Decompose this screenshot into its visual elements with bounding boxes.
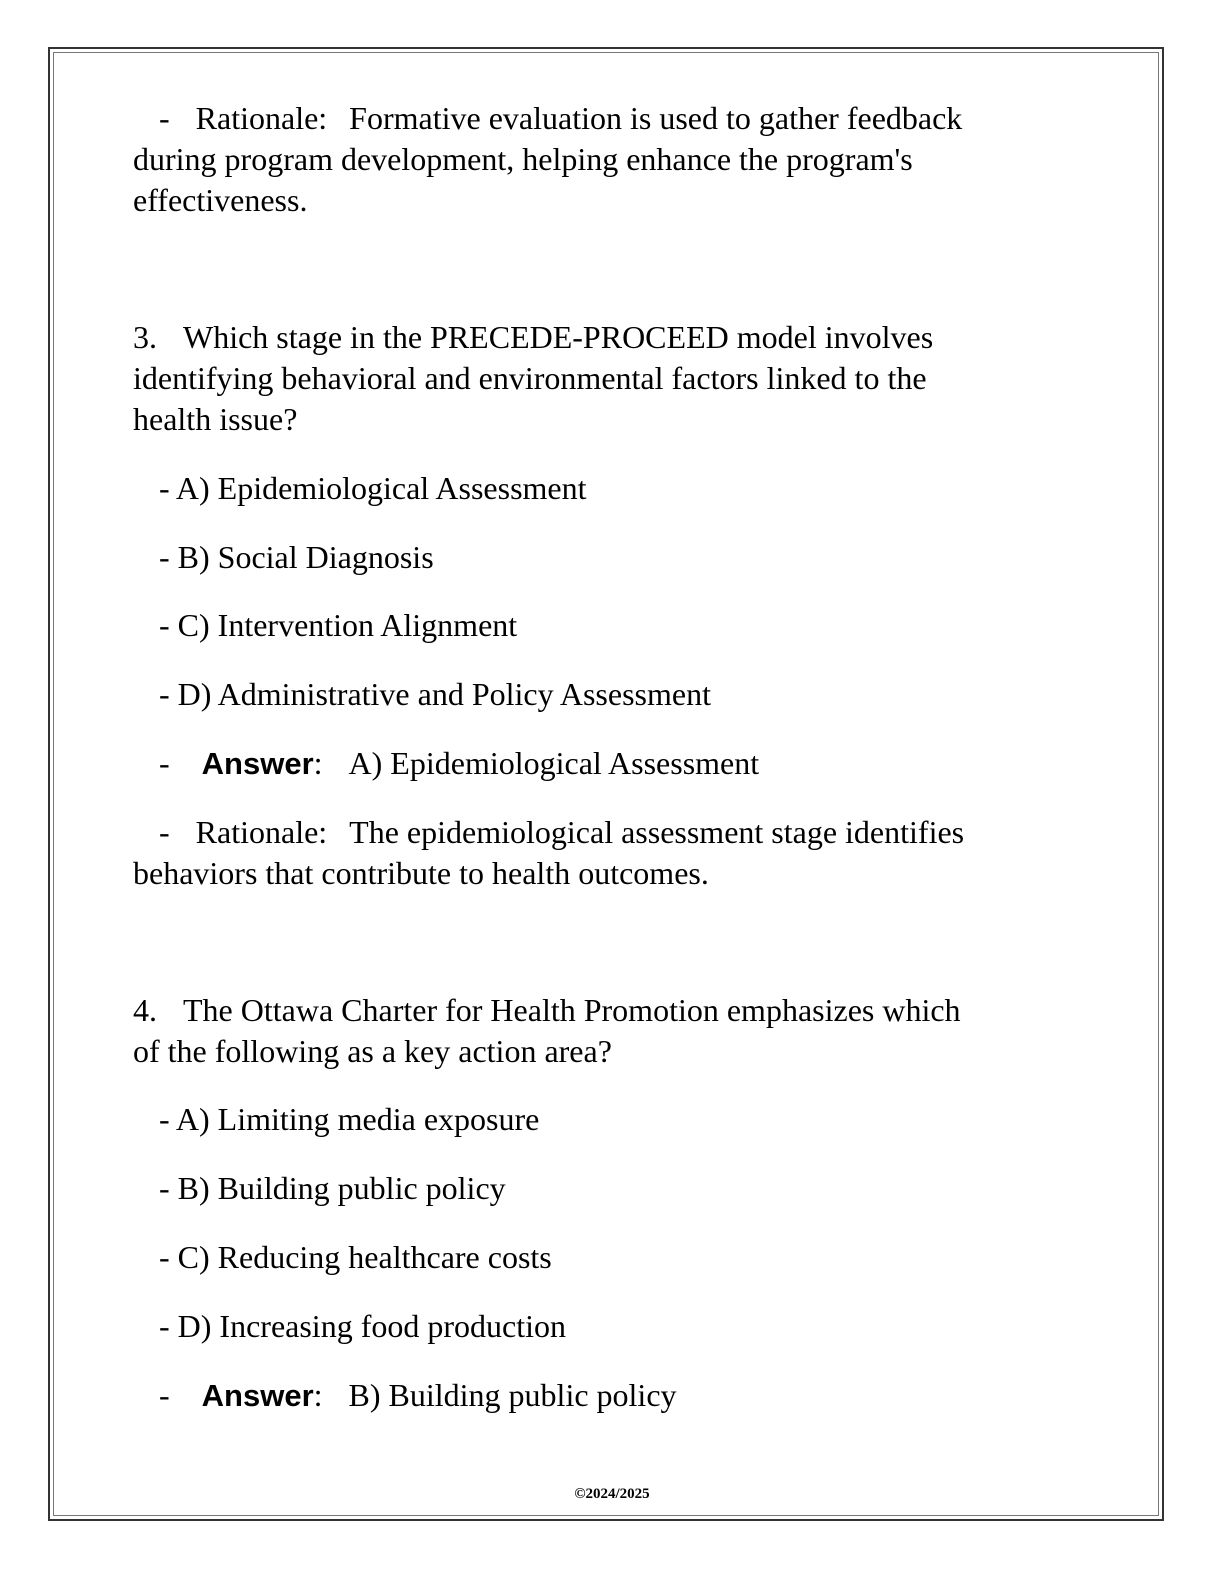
q4-answer-text: B) Building public policy (348, 1377, 677, 1413)
q4-option-c: - C) Reducing healthcare costs (159, 1239, 552, 1275)
q2-rationale-text-2: during program development, helping enhance the program's (133, 141, 913, 177)
q4-option-b: - B) Building public policy (159, 1170, 506, 1206)
q3-answer-colon: : (313, 745, 323, 781)
q4-question-text-1: The Ottawa Charter for Health Promotion emphasizes which (183, 992, 961, 1028)
q3-rationale-text-1: The epidemiological assessment stage identifies (349, 814, 965, 850)
q4-answer (159, 1375, 677, 1416)
q3-rationale-text-2: behaviors that contribute to health outcomes. (133, 855, 709, 891)
q4-question-line-1 (133, 990, 961, 1031)
q2-rationale-text-1: Formative evaluation is used to gather feedback (349, 100, 963, 136)
q2-rationale-text-3: effectiveness. (133, 182, 308, 218)
q3-option-d: - D) Administrative and Policy Assessment (159, 676, 711, 712)
q2-rationale-line-1 (159, 98, 962, 139)
q3-question-text-1: Which stage in the PRECEDE-PROCEED model involves (183, 319, 934, 355)
q4-answer-colon: : (313, 1377, 323, 1413)
q2-rationale-label: Rationale: (195, 100, 328, 136)
q4-option-a: - A) Limiting media exposure (159, 1101, 540, 1137)
q3-answer-label: Answer (201, 746, 314, 781)
q4-answer-label: Answer (201, 1378, 314, 1413)
q3-question-text-2: identifying behavioral and environmental factors linked to the (133, 360, 927, 396)
q3-question-line-1 (133, 317, 933, 358)
q3-option-a: - A) Epidemiological Assessment (159, 470, 587, 506)
q3-option-c: - C) Intervention Alignment (159, 607, 518, 643)
q2-rationale-dash: - (159, 100, 170, 136)
q3-rationale-label: Rationale: (195, 814, 328, 850)
q3-answer (159, 743, 759, 784)
q3-rationale-dash: - (159, 814, 170, 850)
page-border-inner (53, 52, 1159, 1516)
q3-rationale-line-1 (159, 812, 964, 853)
q3-option-b: - B) Social Diagnosis (159, 539, 434, 575)
q3-question-text-3: health issue? (133, 401, 298, 437)
q4-question-text-2: of the following as a key action area? (133, 1033, 612, 1069)
q4-answer-dash: - (159, 1377, 170, 1413)
q3-number: 3. (133, 319, 157, 355)
q3-answer-text: A) Epidemiological Assessment (348, 745, 760, 781)
q3-answer-dash: - (159, 745, 170, 781)
footer-copyright: ©2024/2025 (574, 1486, 650, 1502)
q4-option-d: - D) Increasing food production (159, 1308, 566, 1344)
q4-number: 4. (133, 992, 157, 1028)
